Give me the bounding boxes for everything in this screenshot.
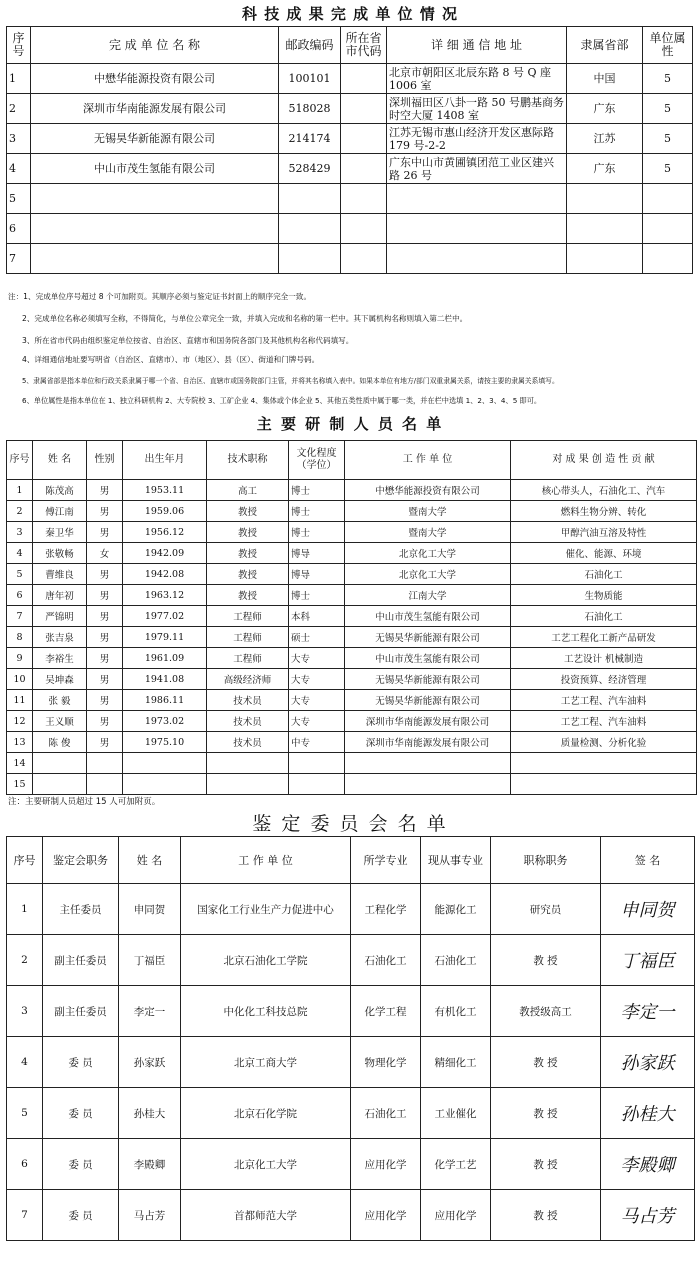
- major-cell: 应用化学: [351, 1190, 421, 1241]
- name-cell: 王义顺: [33, 711, 87, 732]
- table-row: [7, 585, 697, 606]
- table-row: [7, 774, 697, 795]
- table-row: [7, 884, 695, 935]
- header-cell: 现从事专业: [421, 837, 491, 884]
- sex-cell: [87, 774, 123, 795]
- row-number: 7: [7, 244, 31, 274]
- table-row: [7, 1088, 695, 1139]
- section2-note: 注：主要研制人员超过 15 人可加附页。: [8, 797, 161, 807]
- zip-cell: 518028: [279, 94, 341, 124]
- sex-cell: 男: [87, 501, 123, 522]
- address-cell: 广东中山市黄圃镇团范工业区建兴路 26 号: [387, 154, 567, 184]
- unit-cell: 北京石化学院: [181, 1088, 351, 1139]
- sex-cell: 男: [87, 690, 123, 711]
- name-cell: 曹维良: [33, 564, 87, 585]
- unit-cell: 中懋华能源投资有限公司: [345, 480, 511, 501]
- role-cell: 副主任委员: [43, 935, 119, 986]
- header-cell: 性别: [87, 441, 123, 480]
- education-cell: 大专: [289, 690, 345, 711]
- birth-cell: 1953.11: [123, 480, 207, 501]
- zip-cell: 214174: [279, 124, 341, 154]
- unit-cell: 国家化工行业生产力促进中心: [181, 884, 351, 935]
- birth-cell: 1959.06: [123, 501, 207, 522]
- department-cell: 中国: [567, 64, 643, 94]
- birth-cell: 1942.09: [123, 543, 207, 564]
- education-cell: 硕士: [289, 627, 345, 648]
- birth-cell: 1942.08: [123, 564, 207, 585]
- sex-cell: 男: [87, 732, 123, 753]
- name-cell: 申同贺: [119, 884, 181, 935]
- researchers-table: [6, 440, 697, 795]
- table-row: [7, 64, 693, 94]
- sex-cell: 男: [87, 564, 123, 585]
- unit-cell: 北京化工大学: [345, 564, 511, 585]
- contribution-cell: [511, 753, 697, 774]
- row-number: 5: [7, 1088, 43, 1139]
- note-line: 注：1、完成单位序号超过 8 个可加附页。其顺序必须与鉴定证书封面上的顺序完全一致。: [8, 292, 312, 301]
- header-cell: 职称职务: [491, 837, 601, 884]
- unit-cell: 无锡昊华新能源有限公司: [345, 627, 511, 648]
- header-cell: 隶属省部: [567, 27, 643, 64]
- row-number: 14: [7, 753, 33, 774]
- row-number: 5: [7, 564, 33, 585]
- table-row: [7, 669, 697, 690]
- header-cell: 完 成 单 位 名 称: [31, 27, 279, 64]
- title-cell: 教授: [207, 522, 289, 543]
- department-cell: 广东: [567, 154, 643, 184]
- row-number: 7: [7, 1190, 43, 1241]
- province-code-cell: [341, 214, 387, 244]
- table-row: [7, 543, 697, 564]
- sex-cell: 男: [87, 627, 123, 648]
- table-row: [7, 184, 693, 214]
- sex-cell: 女: [87, 543, 123, 564]
- row-number: 6: [7, 585, 33, 606]
- row-number: 6: [7, 1139, 43, 1190]
- contribution-cell: 燃料生物分辨、转化: [511, 501, 697, 522]
- attribute-cell: 5: [643, 94, 693, 124]
- field-cell: 化学工艺: [421, 1139, 491, 1190]
- sex-cell: 男: [87, 585, 123, 606]
- signature: 孙桂大: [601, 1088, 695, 1139]
- note-line: 2、完成单位名称必须填写全称，不得简化，与单位公章完全一致，并填入完成和名称的第一栏中。其下属机构名称则填入第二栏中。: [22, 314, 468, 323]
- unit-cell: [345, 753, 511, 774]
- field-cell: 精细化工: [421, 1037, 491, 1088]
- title-cell: [207, 753, 289, 774]
- education-cell: 大专: [289, 669, 345, 690]
- row-number: 13: [7, 732, 33, 753]
- zip-cell: 100101: [279, 64, 341, 94]
- unit-cell: 中化化工科技总院: [181, 986, 351, 1037]
- name-cell: 秦卫华: [33, 522, 87, 543]
- unit-cell: 无锡昊华新能源有限公司: [345, 690, 511, 711]
- name-cell: 陈 俊: [33, 732, 87, 753]
- major-cell: 石油化工: [351, 1088, 421, 1139]
- table-row: [7, 627, 697, 648]
- field-cell: 工业催化: [421, 1088, 491, 1139]
- zip-cell: [279, 214, 341, 244]
- address-cell: 深圳福田区八卦一路 50 号鹏基商务时空大厦 1408 室: [387, 94, 567, 124]
- sex-cell: 男: [87, 522, 123, 543]
- header-cell: 工 作 单 位: [181, 837, 351, 884]
- contribution-cell: 质量检测、分析化验: [511, 732, 697, 753]
- sex-cell: 男: [87, 669, 123, 690]
- row-number: 4: [7, 543, 33, 564]
- birth-cell: 1975.10: [123, 732, 207, 753]
- province-code-cell: [341, 124, 387, 154]
- name-cell: 傅江南: [33, 501, 87, 522]
- name-cell: 马占芳: [119, 1190, 181, 1241]
- table-row: [7, 648, 697, 669]
- attribute-cell: [643, 214, 693, 244]
- sex-cell: 男: [87, 606, 123, 627]
- row-number: 3: [7, 986, 43, 1037]
- table-header-row: [7, 441, 697, 480]
- row-number: 15: [7, 774, 33, 795]
- unit-cell: 首都师范大学: [181, 1190, 351, 1241]
- title-cell: 工程师: [207, 627, 289, 648]
- name-cell: 孙桂大: [119, 1088, 181, 1139]
- title-cell: 教授级高工: [491, 986, 601, 1037]
- row-number: 2: [7, 501, 33, 522]
- table-row: [7, 711, 697, 732]
- name-cell: 李定一: [119, 986, 181, 1037]
- field-cell: 应用化学: [421, 1190, 491, 1241]
- attribute-cell: 5: [643, 154, 693, 184]
- education-cell: 博导: [289, 543, 345, 564]
- department-cell: 江苏: [567, 124, 643, 154]
- table-row: [7, 1139, 695, 1190]
- title-cell: 教授: [207, 543, 289, 564]
- header-cell: 签 名: [601, 837, 695, 884]
- unit-name-cell: 无锡昊华新能源有限公司: [31, 124, 279, 154]
- role-cell: 主任委员: [43, 884, 119, 935]
- unit-name-cell: [31, 214, 279, 244]
- birth-cell: 1977.02: [123, 606, 207, 627]
- attribute-cell: 5: [643, 124, 693, 154]
- row-number: 1: [7, 480, 33, 501]
- unit-cell: [345, 774, 511, 795]
- contribution-cell: 生物质能: [511, 585, 697, 606]
- table-header-row: [7, 837, 695, 884]
- signature: 李定一: [601, 986, 695, 1037]
- table-row: [7, 124, 693, 154]
- attribute-cell: [643, 244, 693, 274]
- unit-cell: 江南大学: [345, 585, 511, 606]
- birth-cell: 1956.12: [123, 522, 207, 543]
- contribution-cell: 核心带头人，石油化工、汽车: [511, 480, 697, 501]
- title-cell: 工程师: [207, 606, 289, 627]
- table-row: [7, 480, 697, 501]
- role-cell: 委 员: [43, 1037, 119, 1088]
- education-cell: 博士: [289, 501, 345, 522]
- department-cell: [567, 244, 643, 274]
- title-cell: 高级经济师: [207, 669, 289, 690]
- role-cell: 副主任委员: [43, 986, 119, 1037]
- note-line: 4、详细通信地址要写明省（自治区、直辖市）、市（地区）、县（区）、街道和门牌号码。: [22, 355, 320, 364]
- row-number: 1: [7, 884, 43, 935]
- major-cell: 化学工程: [351, 986, 421, 1037]
- education-cell: 本科: [289, 606, 345, 627]
- committee-table: [6, 836, 695, 1241]
- title-cell: 教 授: [491, 935, 601, 986]
- address-cell: 江苏无锡市惠山经济开发区惠际路 179 号-2-2: [387, 124, 567, 154]
- table-row: [7, 244, 693, 274]
- name-cell: 严锦明: [33, 606, 87, 627]
- title-cell: 高工: [207, 480, 289, 501]
- title-cell: 工程师: [207, 648, 289, 669]
- header-cell: 序号: [7, 837, 43, 884]
- education-cell: 博士: [289, 522, 345, 543]
- province-code-cell: [341, 64, 387, 94]
- major-cell: 石油化工: [351, 935, 421, 986]
- row-number: 4: [7, 154, 31, 184]
- row-number: 10: [7, 669, 33, 690]
- name-cell: 唐年初: [33, 585, 87, 606]
- table-row: [7, 1037, 695, 1088]
- unit-name-cell: 中懋华能源投资有限公司: [31, 64, 279, 94]
- row-number: 7: [7, 606, 33, 627]
- major-cell: 物理化学: [351, 1037, 421, 1088]
- contribution-cell: 甲醇汽油互溶及特性: [511, 522, 697, 543]
- table-row: [7, 564, 697, 585]
- unit-cell: 北京化工大学: [345, 543, 511, 564]
- education-cell: [289, 753, 345, 774]
- birth-cell: 1973.02: [123, 711, 207, 732]
- title-cell: 技术员: [207, 732, 289, 753]
- birth-cell: 1941.08: [123, 669, 207, 690]
- birth-cell: 1979.11: [123, 627, 207, 648]
- education-cell: 大专: [289, 648, 345, 669]
- department-cell: [567, 214, 643, 244]
- row-number: 8: [7, 627, 33, 648]
- province-code-cell: [341, 184, 387, 214]
- unit-name-cell: 中山市茂生氢能有限公司: [31, 154, 279, 184]
- title-cell: 教 授: [491, 1139, 601, 1190]
- birth-cell: [123, 774, 207, 795]
- contribution-cell: 工艺工程、汽车油料: [511, 690, 697, 711]
- table-row: [7, 501, 697, 522]
- unit-cell: 中山市茂生氢能有限公司: [345, 606, 511, 627]
- title-cell: 教授: [207, 564, 289, 585]
- header-cell: 技术职称: [207, 441, 289, 480]
- header-cell: 邮政编码: [279, 27, 341, 64]
- zip-cell: 528429: [279, 154, 341, 184]
- table-row: [7, 753, 697, 774]
- province-code-cell: [341, 94, 387, 124]
- name-cell: 李殿卿: [119, 1139, 181, 1190]
- name-cell: 李裕生: [33, 648, 87, 669]
- contribution-cell: 工艺工程化工新产品研发: [511, 627, 697, 648]
- name-cell: 张 毅: [33, 690, 87, 711]
- table-row: [7, 154, 693, 184]
- contribution-cell: 石油化工: [511, 606, 697, 627]
- sex-cell: 男: [87, 711, 123, 732]
- table-row: [7, 522, 697, 543]
- header-cell: 所在省市代码: [341, 27, 387, 64]
- contribution-cell: 催化、能源、环境: [511, 543, 697, 564]
- table-row: [7, 935, 695, 986]
- table-header-row: [7, 27, 693, 64]
- unit-cell: 北京化工大学: [181, 1139, 351, 1190]
- row-number: 2: [7, 935, 43, 986]
- unit-cell: 暨南大学: [345, 501, 511, 522]
- signature: 马占芳: [601, 1190, 695, 1241]
- zip-cell: [279, 184, 341, 214]
- contribution-cell: [511, 774, 697, 795]
- row-number: 12: [7, 711, 33, 732]
- department-cell: [567, 184, 643, 214]
- row-number: 6: [7, 214, 31, 244]
- title-cell: 教 授: [491, 1088, 601, 1139]
- name-cell: 丁福臣: [119, 935, 181, 986]
- role-cell: 委 员: [43, 1139, 119, 1190]
- sex-cell: [87, 753, 123, 774]
- section1-title: 科 技 成 果 完 成 单 位 情 况: [241, 5, 458, 23]
- name-cell: 张吉泉: [33, 627, 87, 648]
- title-cell: 技术员: [207, 711, 289, 732]
- role-cell: 委 员: [43, 1088, 119, 1139]
- contribution-cell: 石油化工: [511, 564, 697, 585]
- contribution-cell: 工艺工程、汽车油料: [511, 711, 697, 732]
- address-cell: [387, 214, 567, 244]
- table-row: [7, 606, 697, 627]
- major-cell: 工程化学: [351, 884, 421, 935]
- unit-cell: 无锡昊华新能源有限公司: [345, 669, 511, 690]
- signature: 李殿卿: [601, 1139, 695, 1190]
- header-cell: 对 成 果 创 造 性 贡 献: [511, 441, 697, 480]
- title-cell: 研究员: [491, 884, 601, 935]
- section2-title: 主 要 研 制 人 员 名 单: [256, 415, 444, 433]
- table-row: [7, 732, 697, 753]
- title-cell: 教授: [207, 501, 289, 522]
- unit-cell: 暨南大学: [345, 522, 511, 543]
- name-cell: 吴坤森: [33, 669, 87, 690]
- signature: 申同贺: [601, 884, 695, 935]
- name-cell: 张敬畅: [33, 543, 87, 564]
- contribution-cell: 投资预算、经济管理: [511, 669, 697, 690]
- address-cell: [387, 244, 567, 274]
- education-cell: [289, 774, 345, 795]
- name-cell: [33, 753, 87, 774]
- row-number: 5: [7, 184, 31, 214]
- field-cell: 有机化工: [421, 986, 491, 1037]
- unit-cell: 中山市茂生氢能有限公司: [345, 648, 511, 669]
- name-cell: [33, 774, 87, 795]
- unit-name-cell: 深圳市华南能源发展有限公司: [31, 94, 279, 124]
- address-cell: [387, 184, 567, 214]
- row-number: 11: [7, 690, 33, 711]
- title-cell: 教 授: [491, 1037, 601, 1088]
- table-row: [7, 986, 695, 1037]
- header-cell: 姓 名: [119, 837, 181, 884]
- unit-cell: 北京工商大学: [181, 1037, 351, 1088]
- sex-cell: 男: [87, 648, 123, 669]
- header-cell: 鉴定会职务: [43, 837, 119, 884]
- note-line: 6、单位属性是指本单位在 1、独立科研机构 2、大专院校 3、工矿企业 4、集体或个体企业 5、其他五类性质中属于哪一类，并在栏中选填 1、2、3、4、5 即可。: [22, 396, 542, 405]
- education-cell: 博导: [289, 564, 345, 585]
- row-number: 3: [7, 124, 31, 154]
- unit-name-cell: [31, 244, 279, 274]
- attribute-cell: 5: [643, 64, 693, 94]
- address-cell: 北京市朝阳区北辰东路 8 号 Q 座 1006 室: [387, 64, 567, 94]
- signature: 丁福臣: [601, 935, 695, 986]
- header-cell: 序号: [7, 441, 33, 480]
- education-cell: 大专: [289, 711, 345, 732]
- table-row: [7, 214, 693, 244]
- title-cell: 技术员: [207, 690, 289, 711]
- row-number: 1: [7, 64, 31, 94]
- field-cell: 能源化工: [421, 884, 491, 935]
- header-cell: 单位属性: [643, 27, 693, 64]
- birth-cell: [123, 753, 207, 774]
- section3-title: 鉴 定 委 员 会 名 单: [252, 813, 448, 835]
- birth-cell: 1961.09: [123, 648, 207, 669]
- table-row: [7, 1190, 695, 1241]
- header-cell: 姓 名: [33, 441, 87, 480]
- education-cell: 博士: [289, 480, 345, 501]
- field-cell: 石油化工: [421, 935, 491, 986]
- province-code-cell: [341, 244, 387, 274]
- province-code-cell: [341, 154, 387, 184]
- header-cell: 文化程度（学位）: [289, 441, 345, 480]
- title-cell: 教 授: [491, 1190, 601, 1241]
- role-cell: 委 员: [43, 1190, 119, 1241]
- attribute-cell: [643, 184, 693, 214]
- birth-cell: 1986.11: [123, 690, 207, 711]
- contribution-cell: 工艺设计 机械制造: [511, 648, 697, 669]
- row-number: 9: [7, 648, 33, 669]
- note-line: 3、所在省市代码由组织鉴定单位按省、自治区、直辖市和国务院各部门及其他机构名称代码填写。: [22, 336, 354, 345]
- table-row: [7, 94, 693, 124]
- name-cell: 孙家跃: [119, 1037, 181, 1088]
- name-cell: 陈茂高: [33, 480, 87, 501]
- signature: 孙家跃: [601, 1037, 695, 1088]
- sex-cell: 男: [87, 480, 123, 501]
- title-cell: [207, 774, 289, 795]
- education-cell: 博士: [289, 585, 345, 606]
- unit-cell: 深圳市华南能源发展有限公司: [345, 732, 511, 753]
- header-cell: 工 作 单 位: [345, 441, 511, 480]
- unit-name-cell: [31, 184, 279, 214]
- title-cell: 教授: [207, 585, 289, 606]
- major-cell: 应用化学: [351, 1139, 421, 1190]
- education-cell: 中专: [289, 732, 345, 753]
- row-number: 4: [7, 1037, 43, 1088]
- header-cell: 所学专业: [351, 837, 421, 884]
- unit-cell: 北京石油化工学院: [181, 935, 351, 986]
- header-cell: 序号: [7, 27, 31, 64]
- zip-cell: [279, 244, 341, 274]
- completion-units-table: [6, 26, 693, 274]
- header-cell: 详 细 通 信 地 址: [387, 27, 567, 64]
- row-number: 2: [7, 94, 31, 124]
- table-row: [7, 690, 697, 711]
- unit-cell: 深圳市华南能源发展有限公司: [345, 711, 511, 732]
- header-cell: 出生年月: [123, 441, 207, 480]
- row-number: 3: [7, 522, 33, 543]
- department-cell: 广东: [567, 94, 643, 124]
- birth-cell: 1963.12: [123, 585, 207, 606]
- note-line: 5、隶属省部是指本单位和行政关系隶属于哪一个省、自治区、直辖市或国务院部门主管，并将其名称填入表中。如果本单位有地方/部门双重隶属关系，请按主要的隶属关系填写。: [22, 377, 559, 385]
